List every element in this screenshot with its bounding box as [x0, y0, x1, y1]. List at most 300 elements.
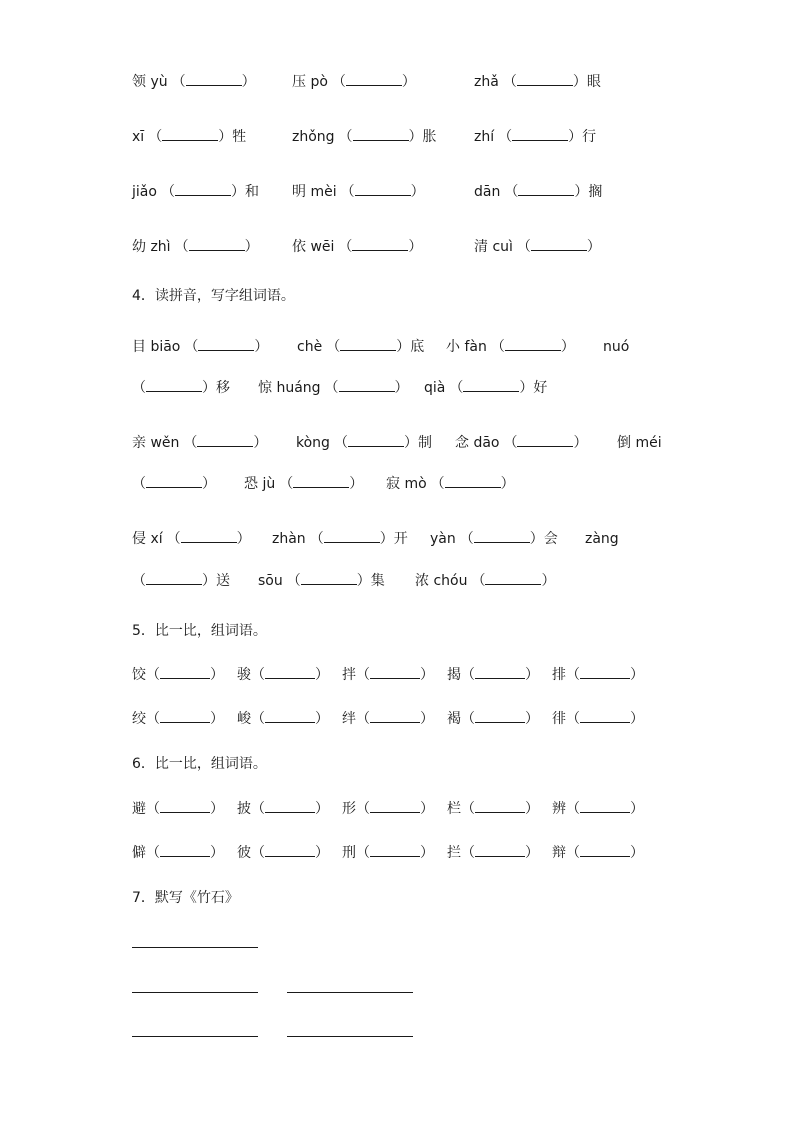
answer-blank[interactable]	[566, 843, 644, 863]
close-paren: ）	[410, 184, 425, 200]
open-paren: （	[251, 667, 265, 683]
pinyin-prompt: yàn	[430, 531, 456, 547]
answer-underline[interactable]	[348, 434, 404, 447]
open-paren: （	[333, 435, 348, 451]
answer-underline[interactable]	[339, 379, 395, 392]
close-paren: ）	[210, 845, 224, 861]
answer-blank[interactable]	[517, 237, 601, 257]
close-paren: ）	[529, 531, 544, 547]
poem-writing-line[interactable]	[287, 1036, 413, 1037]
pinyin-char-item	[132, 378, 230, 398]
answer-blank[interactable]	[287, 571, 371, 591]
close-paren: ）	[630, 801, 644, 817]
pinyin-char-item	[297, 337, 424, 357]
answer-blank[interactable]	[251, 799, 329, 819]
answer-blank[interactable]	[279, 474, 363, 494]
close-paren: ）	[572, 74, 587, 90]
pinyin-char-item	[258, 378, 409, 398]
pinyin-prompt: 寂 mò	[386, 476, 427, 492]
open-paren: （	[251, 845, 265, 861]
section-6-title: 6．比一比，组词语。	[132, 756, 267, 772]
compare-character: 辨	[552, 801, 566, 817]
close-paren: ）	[420, 845, 434, 861]
compare-character: 绊	[342, 711, 356, 727]
close-paren: ）	[408, 129, 423, 145]
pinyin-prompt: 浓 chóu	[415, 573, 468, 589]
poem-writing-line[interactable]	[132, 992, 258, 993]
pinyin-char-item	[132, 433, 267, 453]
answer-blank[interactable]	[356, 843, 434, 863]
answer-underline[interactable]	[324, 530, 380, 543]
compare-item	[132, 843, 224, 863]
character-suffix: 移	[216, 380, 230, 396]
compare-item	[237, 709, 329, 729]
pinyin-char-item	[603, 337, 633, 357]
answer-blank[interactable]	[503, 433, 587, 453]
compare-item	[237, 799, 329, 819]
answer-underline[interactable]	[181, 530, 237, 543]
compare-item	[237, 665, 329, 685]
pinyin-char-item	[132, 529, 251, 549]
open-paren: （	[356, 711, 370, 727]
answer-blank[interactable]	[460, 529, 544, 549]
character-suffix: 集	[370, 573, 385, 589]
open-paren: （	[430, 476, 445, 492]
open-paren: （	[516, 239, 531, 255]
answer-blank[interactable]	[146, 843, 224, 863]
answer-blank[interactable]	[461, 665, 539, 685]
close-paren: ）	[202, 573, 216, 589]
compare-item	[342, 843, 434, 863]
answer-underline[interactable]	[146, 572, 202, 585]
answer-underline[interactable]	[186, 73, 242, 86]
compare-character: 骏	[237, 667, 251, 683]
answer-underline[interactable]	[198, 338, 254, 351]
answer-underline[interactable]	[265, 844, 315, 857]
answer-blank[interactable]	[341, 182, 425, 202]
pinyin-char-item	[296, 433, 432, 453]
answer-blank[interactable]	[566, 709, 644, 729]
close-paren: ）	[401, 74, 416, 90]
pinyin-char-item	[424, 378, 547, 398]
character-suffix: 行	[582, 129, 597, 145]
close-paren: ）	[525, 801, 539, 817]
answer-blank[interactable]	[183, 433, 267, 453]
open-paren: （	[459, 531, 474, 547]
answer-blank[interactable]	[356, 799, 434, 819]
compare-item	[342, 799, 434, 819]
pinyin-word-item	[292, 72, 416, 92]
poem-writing-line[interactable]	[132, 947, 258, 948]
character-suffix: 眼	[586, 74, 601, 90]
section-7-title: 7．默写《竹石》	[132, 890, 239, 906]
pinyin-prompt: 侵 xí	[132, 531, 163, 547]
pinyin-word-item	[132, 72, 256, 92]
answer-blank[interactable]	[132, 474, 216, 494]
open-paren: （	[461, 801, 475, 817]
answer-blank[interactable]	[175, 237, 259, 257]
answer-underline[interactable]	[370, 666, 420, 679]
open-paren: （	[502, 74, 517, 90]
answer-blank[interactable]	[356, 709, 434, 729]
open-paren: （	[340, 184, 355, 200]
pinyin-prompt: kòng	[296, 435, 330, 451]
answer-underline[interactable]	[355, 183, 411, 196]
close-paren: ）	[396, 339, 411, 355]
pinyin-prompt: 目 biāo	[132, 339, 181, 355]
close-paren: ）	[394, 380, 409, 396]
open-paren: （	[566, 801, 580, 817]
compare-character: 绞	[132, 711, 146, 727]
compare-item	[447, 843, 539, 863]
answer-blank[interactable]	[566, 799, 644, 819]
answer-underline[interactable]	[265, 666, 315, 679]
open-paren: （	[309, 531, 324, 547]
pinyin-prompt: 惊 huáng	[258, 380, 321, 396]
pinyin-char-item	[585, 529, 623, 549]
answer-blank[interactable]	[132, 378, 216, 398]
close-paren: ）	[560, 339, 575, 355]
open-paren: （	[338, 239, 353, 255]
pinyin-prompt: zhǒng	[292, 129, 335, 145]
answer-blank[interactable]	[146, 709, 224, 729]
open-paren: （	[251, 801, 265, 817]
open-paren: （	[449, 380, 464, 396]
answer-underline[interactable]	[162, 128, 218, 141]
answer-blank[interactable]	[310, 529, 394, 549]
answer-blank[interactable]	[461, 709, 539, 729]
answer-underline[interactable]	[346, 73, 402, 86]
open-paren: （	[184, 339, 199, 355]
open-paren: （	[498, 129, 513, 145]
close-paren: ）	[210, 801, 224, 817]
answer-underline[interactable]	[160, 844, 210, 857]
answer-underline[interactable]	[463, 379, 519, 392]
compare-character: 栏	[447, 801, 461, 817]
compare-character: 拌	[342, 667, 356, 683]
answer-underline[interactable]	[518, 183, 574, 196]
pinyin-prompt: 倒 méi	[617, 435, 662, 451]
open-paren: （	[503, 435, 518, 451]
open-paren: （	[356, 801, 370, 817]
close-paren: ）	[315, 711, 329, 727]
character-suffix: 胀	[422, 129, 437, 145]
compare-character: 排	[552, 667, 566, 683]
answer-blank[interactable]	[132, 571, 216, 591]
close-paren: ）	[586, 239, 601, 255]
answer-blank[interactable]	[356, 665, 434, 685]
answer-underline[interactable]	[580, 800, 630, 813]
answer-blank[interactable]	[148, 127, 232, 147]
answer-underline[interactable]	[189, 238, 245, 251]
answer-underline[interactable]	[370, 710, 420, 723]
close-paren: ）	[403, 435, 418, 451]
pinyin-char-item	[132, 571, 230, 591]
open-paren: （	[174, 239, 189, 255]
pinyin-word-item	[474, 182, 602, 202]
pinyin-char-item	[430, 529, 558, 549]
compare-character: 辩	[552, 845, 566, 861]
close-paren: ）	[420, 801, 434, 817]
compare-character: 披	[237, 801, 251, 817]
close-paren: ）	[525, 711, 539, 727]
answer-blank[interactable]	[326, 337, 410, 357]
answer-underline[interactable]	[265, 800, 315, 813]
open-paren: （	[171, 74, 186, 90]
answer-blank[interactable]	[503, 72, 587, 92]
answer-underline[interactable]	[160, 800, 210, 813]
compare-character: 彼	[237, 845, 251, 861]
compare-item	[552, 665, 644, 685]
open-paren: （	[461, 711, 475, 727]
answer-underline[interactable]	[146, 379, 202, 392]
answer-blank[interactable]	[338, 237, 422, 257]
close-paren: ）	[315, 801, 329, 817]
open-paren: （	[286, 573, 301, 589]
character-suffix: 会	[543, 531, 558, 547]
pinyin-char-item	[244, 474, 363, 494]
answer-underline[interactable]	[370, 800, 420, 813]
close-paren: ）	[202, 380, 216, 396]
close-paren: ）	[568, 129, 583, 145]
compare-item	[552, 709, 644, 729]
answer-underline[interactable]	[340, 338, 396, 351]
answer-blank[interactable]	[172, 72, 256, 92]
pinyin-prompt: 小 fàn	[446, 339, 487, 355]
close-paren: ）	[241, 74, 256, 90]
pinyin-prompt: 清 cuì	[474, 239, 513, 255]
answer-blank[interactable]	[184, 337, 268, 357]
close-paren: ）	[210, 667, 224, 683]
compare-item	[552, 799, 644, 819]
answer-underline[interactable]	[197, 434, 253, 447]
character-suffix: 开	[393, 531, 408, 547]
pinyin-char-item	[258, 571, 385, 591]
pinyin-word-item	[292, 237, 422, 257]
answer-underline[interactable]	[580, 710, 630, 723]
compare-character: 拦	[447, 845, 461, 861]
compare-character: 形	[342, 801, 356, 817]
pinyin-char-item	[132, 337, 268, 357]
poem-writing-line[interactable]	[132, 1036, 258, 1037]
pinyin-char-item	[386, 474, 515, 494]
close-paren: ）	[315, 845, 329, 861]
pinyin-char-item	[132, 474, 216, 494]
close-paren: ）	[500, 476, 515, 492]
compare-character: 刑	[342, 845, 356, 861]
compare-character: 褐	[447, 711, 461, 727]
compare-item	[447, 665, 539, 685]
open-paren: （	[471, 573, 486, 589]
close-paren: ）	[525, 845, 539, 861]
open-paren: （	[566, 845, 580, 861]
pinyin-prompt: jiǎo	[132, 184, 157, 200]
close-paren: ）	[230, 184, 245, 200]
answer-blank[interactable]	[504, 182, 588, 202]
answer-blank[interactable]	[449, 378, 533, 398]
answer-blank[interactable]	[167, 529, 251, 549]
answer-underline[interactable]	[475, 666, 525, 679]
pinyin-prompt: xī	[132, 129, 145, 145]
open-paren: （	[279, 476, 294, 492]
close-paren: ）	[420, 711, 434, 727]
open-paren: （	[356, 845, 370, 861]
compare-character: 避	[132, 801, 146, 817]
pinyin-char-item	[617, 433, 666, 453]
open-paren: （	[324, 380, 339, 396]
answer-blank[interactable]	[161, 182, 245, 202]
pinyin-prompt: qià	[424, 380, 446, 396]
pinyin-word-item	[292, 182, 425, 202]
open-paren: （	[566, 711, 580, 727]
open-paren: （	[504, 184, 519, 200]
pinyin-prompt: 依 wēi	[292, 239, 335, 255]
answer-blank[interactable]	[339, 127, 423, 147]
open-paren: （	[132, 573, 146, 589]
answer-underline[interactable]	[580, 844, 630, 857]
open-paren: （	[566, 667, 580, 683]
character-suffix: 送	[216, 573, 230, 589]
compare-item	[342, 665, 434, 685]
pinyin-prompt: nuó	[603, 339, 630, 355]
answer-underline[interactable]	[370, 844, 420, 857]
answer-underline[interactable]	[265, 710, 315, 723]
pinyin-word-item	[132, 182, 259, 202]
answer-blank[interactable]	[332, 72, 416, 92]
close-paren: ）	[541, 573, 556, 589]
answer-underline[interactable]	[293, 475, 349, 488]
open-paren: （	[146, 711, 160, 727]
open-paren: （	[146, 801, 160, 817]
character-suffix: 牲	[232, 129, 247, 145]
close-paren: ）	[244, 239, 259, 255]
pinyin-prompt: 念 dāo	[455, 435, 500, 451]
answer-blank[interactable]	[461, 799, 539, 819]
pinyin-prompt: chè	[297, 339, 323, 355]
answer-underline[interactable]	[475, 710, 525, 723]
close-paren: ）	[525, 667, 539, 683]
pinyin-word-item	[474, 127, 596, 147]
pinyin-prompt: 压 pò	[292, 74, 328, 90]
answer-underline[interactable]	[517, 73, 573, 86]
answer-underline[interactable]	[475, 800, 525, 813]
pinyin-char-item	[446, 337, 575, 357]
open-paren: （	[356, 667, 370, 683]
section-5-title: 5．比一比，组词语。	[132, 623, 267, 639]
compare-character: 峻	[237, 711, 251, 727]
answer-blank[interactable]	[325, 378, 409, 398]
answer-underline[interactable]	[531, 238, 587, 251]
pinyin-prompt: zàng	[585, 531, 619, 547]
pinyin-word-item	[474, 237, 601, 257]
answer-blank[interactable]	[334, 433, 418, 453]
open-paren: （	[461, 667, 475, 683]
pinyin-prompt: sōu	[258, 573, 283, 589]
pinyin-word-item	[474, 72, 601, 92]
answer-blank[interactable]	[566, 665, 644, 685]
open-paren: （	[146, 667, 160, 683]
compare-character: 饺	[132, 667, 146, 683]
compare-item	[237, 843, 329, 863]
compare-item	[342, 709, 434, 729]
answer-underline[interactable]	[353, 128, 409, 141]
answer-blank[interactable]	[431, 474, 515, 494]
answer-blank[interactable]	[251, 709, 329, 729]
close-paren: ）	[630, 711, 644, 727]
pinyin-prompt: 恐 jù	[244, 476, 276, 492]
close-paren: ）	[356, 573, 371, 589]
answer-underline[interactable]	[505, 338, 561, 351]
answer-underline[interactable]	[175, 183, 231, 196]
open-paren: （	[166, 531, 181, 547]
answer-underline[interactable]	[445, 475, 501, 488]
answer-underline[interactable]	[474, 530, 530, 543]
answer-underline[interactable]	[517, 434, 573, 447]
close-paren: ）	[349, 476, 364, 492]
close-paren: ）	[210, 711, 224, 727]
answer-blank[interactable]	[498, 127, 582, 147]
compare-character: 僻	[132, 845, 146, 861]
close-paren: ）	[253, 435, 268, 451]
pinyin-word-item	[132, 237, 259, 257]
answer-underline[interactable]	[352, 238, 408, 251]
answer-blank[interactable]	[146, 665, 224, 685]
answer-underline[interactable]	[301, 572, 357, 585]
compare-item	[132, 709, 224, 729]
answer-blank[interactable]	[461, 843, 539, 863]
answer-underline[interactable]	[475, 844, 525, 857]
pinyin-char-item	[272, 529, 408, 549]
close-paren: ）	[236, 531, 251, 547]
pinyin-prompt: 亲 wěn	[132, 435, 180, 451]
answer-blank[interactable]	[251, 665, 329, 685]
answer-blank[interactable]	[251, 843, 329, 863]
answer-underline[interactable]	[146, 475, 202, 488]
close-paren: ）	[408, 239, 423, 255]
pinyin-word-item	[292, 127, 437, 147]
compare-item	[552, 843, 644, 863]
compare-item	[447, 799, 539, 819]
open-paren: （	[148, 129, 163, 145]
answer-underline[interactable]	[160, 666, 210, 679]
pinyin-prompt: zhí	[474, 129, 495, 145]
close-paren: ）	[573, 435, 588, 451]
open-paren: （	[326, 339, 341, 355]
character-suffix: 搁	[588, 184, 603, 200]
close-paren: ）	[630, 667, 644, 683]
open-paren: （	[461, 845, 475, 861]
close-paren: ）	[254, 339, 269, 355]
answer-blank[interactable]	[146, 799, 224, 819]
answer-blank[interactable]	[471, 571, 555, 591]
compare-character: 揭	[447, 667, 461, 683]
poem-writing-line[interactable]	[287, 992, 413, 993]
compare-item	[132, 665, 224, 685]
close-paren: ）	[519, 380, 534, 396]
answer-underline[interactable]	[512, 128, 568, 141]
compare-item	[132, 799, 224, 819]
close-paren: ）	[420, 667, 434, 683]
answer-blank[interactable]	[491, 337, 575, 357]
pinyin-prompt: zhàn	[272, 531, 306, 547]
open-paren: （	[251, 711, 265, 727]
answer-underline[interactable]	[485, 572, 541, 585]
open-paren: （	[132, 476, 146, 492]
compare-item	[447, 709, 539, 729]
answer-underline[interactable]	[160, 710, 210, 723]
close-paren: ）	[202, 476, 216, 492]
answer-underline[interactable]	[580, 666, 630, 679]
